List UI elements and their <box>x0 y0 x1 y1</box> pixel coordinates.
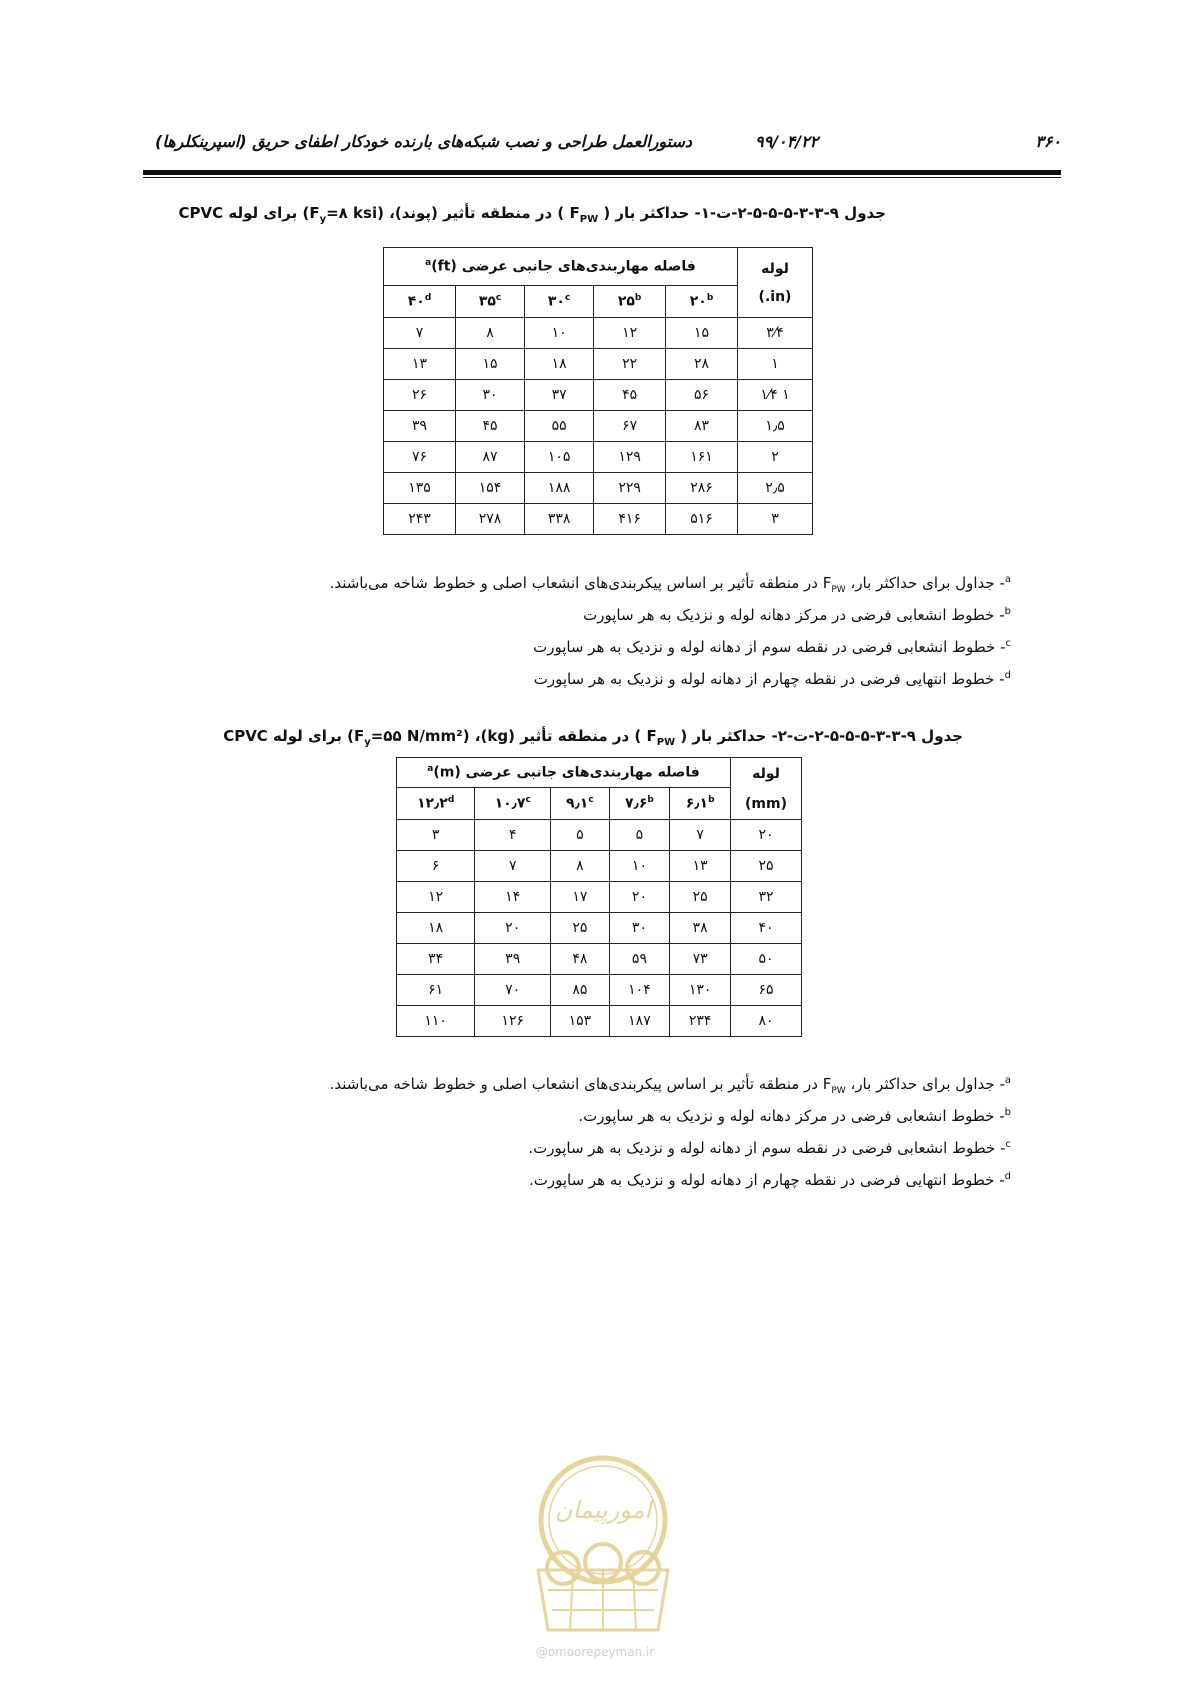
load-value-cell: ۶ <box>397 851 475 882</box>
load-value-cell: ۴ <box>475 820 551 851</box>
table-row <box>384 318 813 349</box>
load-value-cell: ۶۷ <box>594 411 666 442</box>
table1-spacing-2: ۳۰$^c$ <box>525 286 594 318</box>
header-date: ۹۹/۰۴/۲۲ <box>755 132 819 151</box>
table2 <box>396 757 802 1037</box>
load-value-cell: ۳۷ <box>525 380 594 411</box>
load-value-cell: ۷ <box>475 851 551 882</box>
load-value-cell: ۲۲ <box>594 349 666 380</box>
table1-spacing-3: ۳۵$^c$ <box>456 286 525 318</box>
load-value-cell: ۱۷ <box>551 882 609 913</box>
pipe-size-cell: ۱ <box>738 349 813 380</box>
load-value-cell: ۱۲۶ <box>475 1006 551 1037</box>
load-value-cell: ۱۵۴ <box>456 473 525 504</box>
pipe-size-cell: ۸۰ <box>731 1006 802 1037</box>
table2-spacing-4: ۱۲٫۲$^d$ <box>397 788 475 820</box>
load-value-cell: ۲۷۸ <box>456 504 525 535</box>
load-value-cell: ۲۴۳ <box>384 504 456 535</box>
load-value-cell: ۱۸ <box>397 913 475 944</box>
table1-caption: جدول ۹-۳-۳-۵-۵-۵-۲-ت-۱- حداکثر بار ( $F_{PW}$ ) در منطقه تأثیر (پوند)، ($F_y=۸$ ksi) برای لوله CPVC <box>178 204 886 225</box>
load-value-cell: ۵۵ <box>525 411 594 442</box>
footnote-d: $^d$- خطوط انتهایی فرضی در نقطه چهارم از دهانه لوله و نزدیک به هر ساپورت <box>533 670 1011 688</box>
table-row <box>384 411 813 442</box>
pipe-size-cell: ۲٫۵ <box>738 473 813 504</box>
load-value-cell: ۷۳ <box>670 944 731 975</box>
footnote-a: $^a$- جداول برای حداکثر بار، $F_{PW}$ در منطقه تأثیر بر اساس پیکربندی‌های انشعاب اصلی و خطوط شاخه می‌باشند. <box>329 574 1011 595</box>
pipe-size-cell: ۳⁄۴ <box>738 318 813 349</box>
load-value-cell: ۳ <box>397 820 475 851</box>
load-value-cell: ۳۳۸ <box>525 504 594 535</box>
load-value-cell: ۱۸۷ <box>609 1006 670 1037</box>
load-value-cell: ۳۰ <box>609 913 670 944</box>
footnote-d: $^d$- خطوط انتهایی فرضی در نقطه چهارم از دهانه لوله و نزدیک به هر ساپورت. <box>528 1171 1011 1189</box>
load-value-cell: ۷ <box>384 318 456 349</box>
header-rule-thin <box>143 177 1061 178</box>
load-value-cell: ۳۹ <box>384 411 456 442</box>
table-row <box>384 473 813 504</box>
load-value-cell: ۲۶ <box>384 380 456 411</box>
load-value-cell: ۵۱۶ <box>666 504 738 535</box>
load-value-cell: ۱۸ <box>525 349 594 380</box>
load-value-cell: ۸۷ <box>456 442 525 473</box>
table-row <box>384 504 813 535</box>
pipe-size-cell: ۴۰ <box>731 913 802 944</box>
table-row <box>397 913 802 944</box>
table-row <box>397 1006 802 1037</box>
pipe-size-cell: ۲۰ <box>731 820 802 851</box>
load-value-cell: ۲۳۴ <box>670 1006 731 1037</box>
pipe-size-cell: ۱٫۵ <box>738 411 813 442</box>
pipe-size-cell: ۲۵ <box>731 851 802 882</box>
load-value-cell: ۸۵ <box>551 975 609 1006</box>
load-value-cell: ۳۰ <box>456 380 525 411</box>
watermark-site: @omoorepeyman.ir <box>535 1645 655 1659</box>
load-value-cell: ۴۱۶ <box>594 504 666 535</box>
pipe-size-cell: ۵۰ <box>731 944 802 975</box>
pipe-size-cell: ۳ <box>738 504 813 535</box>
load-value-cell: ۱۰۴ <box>609 975 670 1006</box>
load-value-cell: ۲۵ <box>551 913 609 944</box>
table1-pipe-header: لوله (in.) <box>738 248 813 318</box>
page-number: ۳۶۰ <box>1035 132 1061 151</box>
table2-spacing-0: ۶٫۱$^b$ <box>670 788 731 820</box>
load-value-cell: ۱۳ <box>384 349 456 380</box>
table2-spacing-2: ۹٫۱$^c$ <box>551 788 609 820</box>
load-value-cell: ۲۸۶ <box>666 473 738 504</box>
load-value-cell: ۱۲ <box>397 882 475 913</box>
load-value-cell: ۳۸ <box>670 913 731 944</box>
load-value-cell: ۷ <box>670 820 731 851</box>
load-value-cell: ۱۵۳ <box>551 1006 609 1037</box>
table1-spacing-0: ۲۰$^b$ <box>666 286 738 318</box>
load-value-cell: ۱۱۰ <box>397 1006 475 1037</box>
table1-notes <box>330 564 1011 692</box>
load-value-cell: ۲۲۹ <box>594 473 666 504</box>
table-row <box>384 380 813 411</box>
table2-notes <box>330 1065 1011 1193</box>
load-value-cell: ۱۶۱ <box>666 442 738 473</box>
document-title: دستورالعمل طراحی و نصب شبکه‌های بارنده خودکار اطفای حریق (اسپرینکلرها) <box>155 132 693 151</box>
pipe-size-cell: ۱ ۱⁄۴ <box>738 380 813 411</box>
pipe-size-cell: ۲ <box>738 442 813 473</box>
load-value-cell: ۱۳ <box>670 851 731 882</box>
load-value-cell: ۸۳ <box>666 411 738 442</box>
footnote-c: $^c$- خطوط انشعابی فرضی در نقطه سوم از دهانه لوله و نزدیک به هر ساپورت. <box>528 1139 1011 1157</box>
header-rule-thick <box>143 170 1061 175</box>
table-row <box>384 442 813 473</box>
watermark-seal <box>518 1450 688 1640</box>
table-row <box>397 975 802 1006</box>
load-value-cell: ۱۴ <box>475 882 551 913</box>
table1-col-group: فاصله مهاربندی‌های جانبی عرضی (ft)$^a$ <box>384 248 738 286</box>
load-value-cell: ۱۰ <box>525 318 594 349</box>
load-value-cell: ۷۶ <box>384 442 456 473</box>
pipe-size-cell: ۳۲ <box>731 882 802 913</box>
load-value-cell: ۸ <box>456 318 525 349</box>
table2-spacing-1: ۷٫۶$^b$ <box>609 788 670 820</box>
load-value-cell: ۴۵ <box>594 380 666 411</box>
load-value-cell: ۲۰ <box>609 882 670 913</box>
load-value-cell: ۵ <box>551 820 609 851</box>
watermark-logo-text: امورپیمان <box>554 1496 652 1524</box>
load-value-cell: ۵ <box>609 820 670 851</box>
footnote-b: $^b$- خطوط انشعابی فرضی در مرکز دهانه لوله و نزدیک به هر ساپورت <box>583 606 1011 624</box>
load-value-cell: ۲۰ <box>475 913 551 944</box>
table-row <box>384 349 813 380</box>
load-value-cell: ۱۸۸ <box>525 473 594 504</box>
table2-caption: جدول ۹-۳-۳-۵-۵-۵-۲-ت-۲- حداکثر بار ( $F_{PW}$ ) در منطقه تأثیر (kg)، ($F_y=۵۵$ N/mm²) برای لوله CPVC <box>223 727 963 748</box>
load-value-cell: ۲۵ <box>670 882 731 913</box>
pipe-size-cell: ۶۵ <box>731 975 802 1006</box>
load-value-cell: ۱۳۵ <box>384 473 456 504</box>
load-value-cell: ۳۴ <box>397 944 475 975</box>
load-value-cell: ۴۸ <box>551 944 609 975</box>
table-row <box>397 851 802 882</box>
load-value-cell: ۵۶ <box>666 380 738 411</box>
load-value-cell: ۱۳۰ <box>670 975 731 1006</box>
table-row <box>397 944 802 975</box>
table1-spacing-4: ۴۰$^d$ <box>384 286 456 318</box>
load-value-cell: ۶۱ <box>397 975 475 1006</box>
load-value-cell: ۱۰ <box>609 851 670 882</box>
load-value-cell: ۸ <box>551 851 609 882</box>
load-value-cell: ۳۹ <box>475 944 551 975</box>
table1-spacing-1: ۲۵$^b$ <box>594 286 666 318</box>
page-header <box>143 132 1061 154</box>
table-row <box>397 820 802 851</box>
table-row <box>397 882 802 913</box>
load-value-cell: ۱۲ <box>594 318 666 349</box>
footnote-a: $^a$- جداول برای حداکثر بار، $F_{PW}$ در منطقه تأثیر بر اساس پیکربندی‌های انشعاب اصلی و خطوط شاخه می‌باشند. <box>329 1075 1011 1096</box>
load-value-cell: ۴۵ <box>456 411 525 442</box>
footnote-c: $^c$- خطوط انشعابی فرضی در نقطه سوم از دهانه لوله و نزدیک به هر ساپورت <box>533 638 1011 656</box>
footnote-b: $^b$- خطوط انشعابی فرضی در مرکز دهانه لوله و نزدیک به هر ساپورت. <box>578 1107 1011 1125</box>
table2-col-group: فاصله مهاربندی‌های جانبی عرضی $(m)^a$ <box>397 758 731 788</box>
load-value-cell: ۷۰ <box>475 975 551 1006</box>
load-value-cell: ۱۰۵ <box>525 442 594 473</box>
table1 <box>383 247 813 535</box>
load-value-cell: ۱۵ <box>666 318 738 349</box>
table2-pipe-header: لوله (mm) <box>731 758 802 820</box>
load-value-cell: ۱۲۹ <box>594 442 666 473</box>
load-value-cell: ۱۵ <box>456 349 525 380</box>
load-value-cell: ۲۸ <box>666 349 738 380</box>
load-value-cell: ۵۹ <box>609 944 670 975</box>
table2-spacing-3: ۱۰٫۷$^c$ <box>475 788 551 820</box>
